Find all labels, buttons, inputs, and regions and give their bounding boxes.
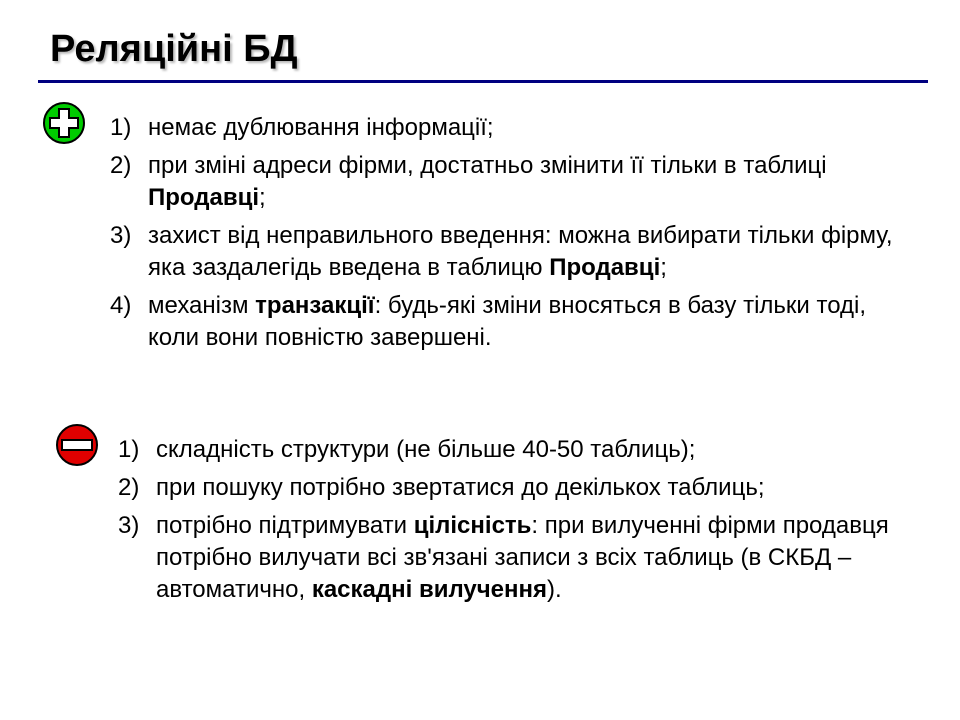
minus-circle-icon (55, 423, 99, 467)
emphasis-text: Продавці (549, 254, 661, 281)
plus-circle-icon (42, 101, 86, 145)
text-segment: захист від неправильного введення: можна вибирати тільки фірму, яка заздалегідь введена в таблицю (148, 222, 893, 281)
list-item-text (148, 290, 900, 354)
list-item-text (148, 220, 900, 284)
list-item-number: 3) (110, 222, 132, 249)
text-segment: ). (547, 576, 562, 603)
list-item-text (148, 112, 900, 144)
list-item-number: 1) (118, 436, 140, 463)
text-segment: ; (660, 254, 667, 281)
list-item-number: 4) (110, 292, 132, 319)
emphasis-text: транзакції (255, 292, 375, 319)
list-item (118, 472, 918, 504)
emphasis-text: каскадні вилучення (311, 576, 548, 603)
list-item-text (156, 472, 918, 504)
title-underline (38, 80, 928, 83)
text-segment: при зміні адреси фірми, достатньо змінити її тільки в таблиці (148, 152, 827, 179)
list-item-text (148, 150, 900, 214)
text-segment: ; (259, 184, 266, 211)
text-segment: механізм (148, 292, 256, 319)
list-item (110, 290, 900, 354)
text-segment: : будь-які зміни вносяться в базу тільки тоді, коли вони повністю завершені. (148, 292, 867, 351)
text-segment: при пошуку потрібно звертатися до декількох таблиць; (156, 474, 765, 501)
emphasis-text: Продавці (148, 184, 260, 211)
text-segment: потрібно підтримувати (156, 512, 414, 539)
list-item (110, 112, 900, 144)
list-item-text (156, 434, 918, 466)
slide-title: Реляційні БД (50, 28, 298, 70)
list-item-text (156, 510, 918, 606)
list-item-number: 2) (118, 474, 140, 501)
list-item (118, 434, 918, 466)
advantages-list (110, 112, 900, 360)
list-item-number: 3) (118, 512, 140, 539)
list-item-number: 2) (110, 152, 132, 179)
list-item (118, 510, 918, 606)
list-item (110, 150, 900, 214)
list-item (110, 220, 900, 284)
text-segment: складність структури (не більше 40-50 таблиць); (156, 436, 696, 463)
disadvantages-list (118, 434, 918, 612)
list-item-number: 1) (110, 114, 132, 141)
emphasis-text: цілісність (413, 512, 532, 539)
text-segment: : при вилученні фірми продавця потрібно вилучати всі зв'язані записи з всіх таблиць (в СКБД – автоматично, (156, 512, 889, 603)
text-segment: немає дублювання інформації; (148, 114, 494, 141)
